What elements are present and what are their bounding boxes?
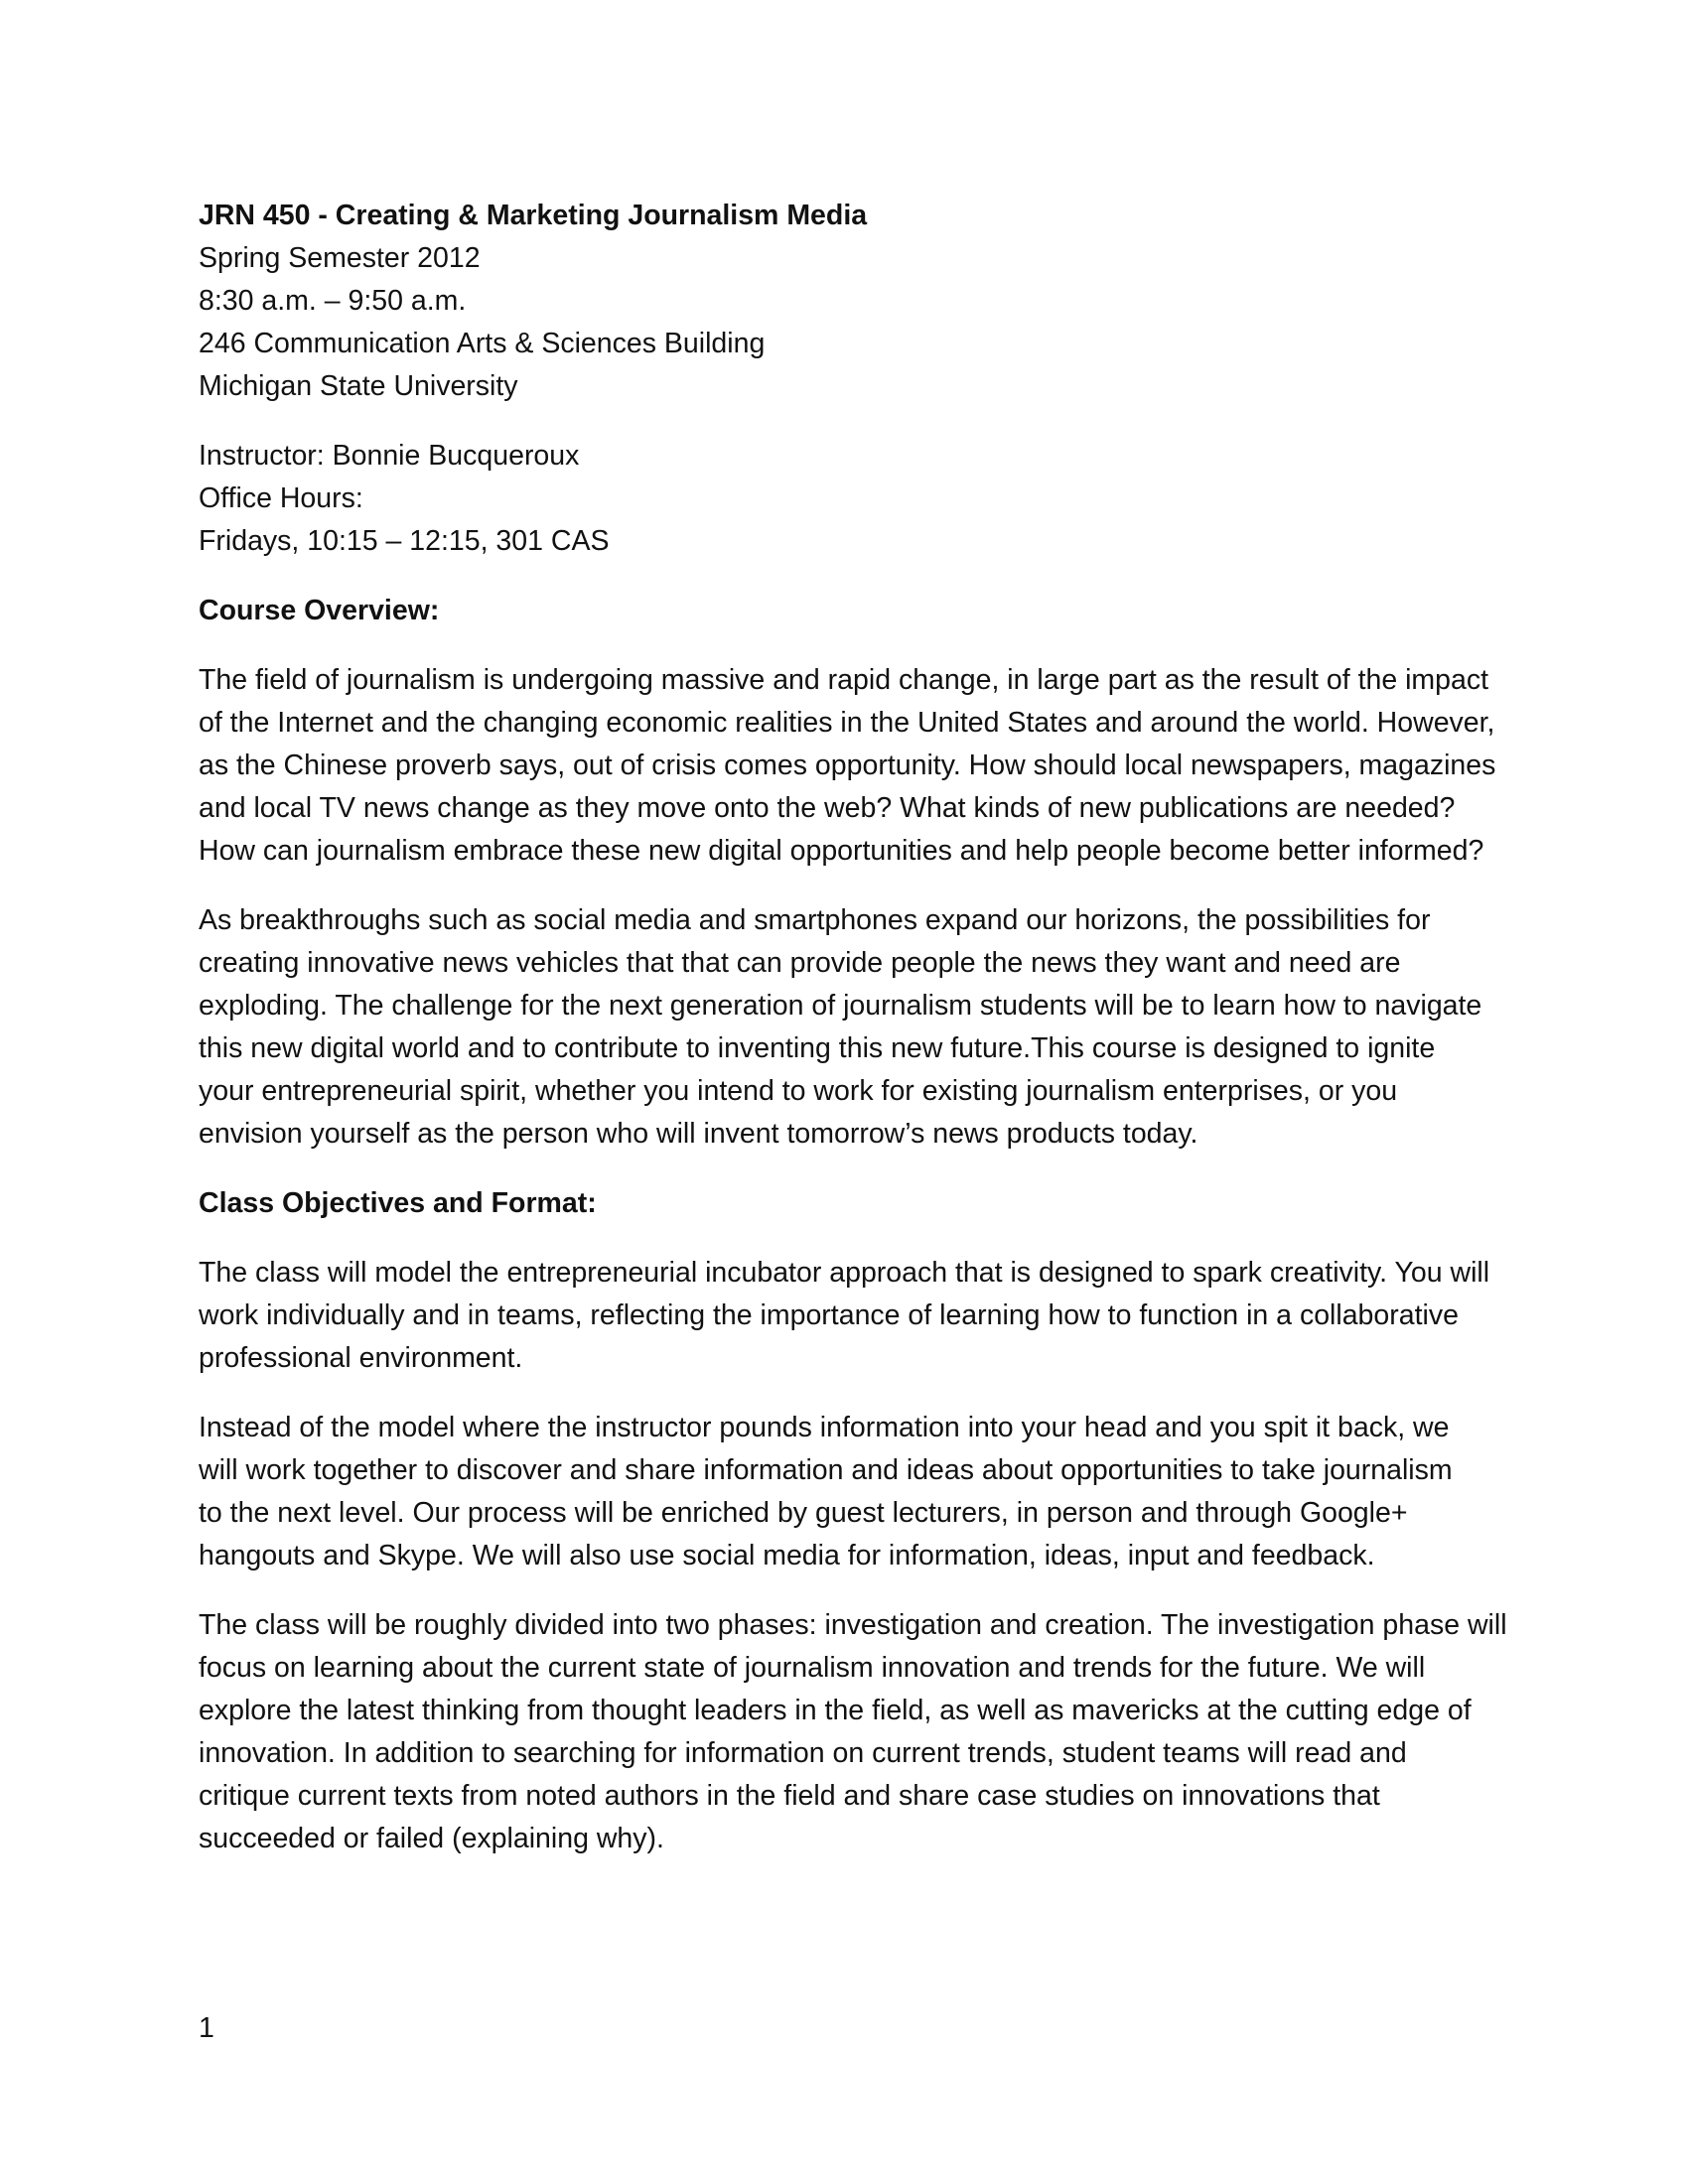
text-line: innovation. In addition to searching for information on current trends, student teams will read and (199, 1737, 1407, 1769)
university: Michigan State University (199, 370, 518, 402)
office-hours-label: Office Hours: (199, 482, 363, 514)
class-objectives-paragraph-1 (199, 1252, 1499, 1380)
class-time: 8:30 a.m. – 9:50 a.m. (199, 285, 467, 317)
semester: Spring Semester 2012 (199, 242, 481, 274)
text-line: your entrepreneurial spirit, whether you intend to work for existing journalism enterprises, or you (199, 1075, 1398, 1107)
text-line: creating innovative news vehicles that that can provide people the news they want and need are (199, 947, 1401, 979)
text-line: The class will model the entrepreneurial incubator approach that is designed to spark creativity. You will (199, 1257, 1490, 1289)
class-objectives-paragraph-2 (199, 1407, 1499, 1577)
instructor-name: Instructor: Bonnie Bucqueroux (199, 440, 580, 472)
text-line: explore the latest thinking from thought leaders in the field, as well as mavericks at the cutting edge of (199, 1695, 1472, 1726)
text-line: succeeded or failed (explaining why). (199, 1823, 664, 1854)
instructor-info (199, 435, 1499, 563)
text-line: As breakthroughs such as social media and smartphones expand our horizons, the possibilities for (199, 904, 1431, 936)
classroom: 246 Communication Arts & Sciences Building (199, 328, 766, 359)
text-line: How can journalism embrace these new digital opportunities and help people become better informed? (199, 835, 1484, 867)
text-line: focus on learning about the current state of journalism innovation and trends for the future. We will (199, 1652, 1426, 1684)
text-line: professional environment. (199, 1342, 523, 1374)
text-line: to the next level. Our process will be enriched by guest lecturers, in person and through Google+ (199, 1497, 1408, 1529)
text-line: exploding. The challenge for the next generation of journalism students will be to learn how to navigate (199, 990, 1482, 1022)
text-line: critique current texts from noted authors in the field and share case studies on innovations that (199, 1780, 1380, 1812)
text-line: as the Chinese proverb says, out of crisis comes opportunity. How should local newspapers, magazines (199, 750, 1496, 781)
text-line: hangouts and Skype. We will also use social media for information, ideas, input and feedback. (199, 1540, 1375, 1571)
text-line: Instead of the model where the instructor pounds information into your head and you spit it back, we (199, 1412, 1450, 1443)
course-title: JRN 450 - Creating & Marketing Journalism Media (199, 200, 868, 231)
class-objectives-paragraph-3 (199, 1604, 1507, 1860)
page-number: 1 (199, 2012, 214, 2044)
course-header (199, 195, 1499, 408)
course-overview-paragraph-1 (199, 659, 1499, 873)
document-page (199, 195, 1507, 1887)
text-line: this new digital world and to contribute to inventing this new future.This course is designed to ignite (199, 1032, 1436, 1064)
text-line: of the Internet and the changing economic realities in the United States and around the world. However, (199, 707, 1495, 739)
text-line: The class will be roughly divided into two phases: investigation and creation. The investigation phase will (199, 1609, 1507, 1641)
text-line: work individually and in teams, reflecting the importance of learning how to function in a collaborative (199, 1299, 1459, 1331)
course-overview-heading: Course Overview: (199, 595, 440, 626)
course-overview-paragraph-2 (199, 899, 1499, 1156)
class-objectives-heading: Class Objectives and Format: (199, 1187, 597, 1219)
office-hours-value: Fridays, 10:15 – 12:15, 301 CAS (199, 525, 610, 557)
text-line: The field of journalism is undergoing massive and rapid change, in large part as the result of the impact (199, 664, 1489, 696)
text-line: envision yourself as the person who will invent tomorrow’s news products today. (199, 1118, 1198, 1150)
text-line: and local TV news change as they move onto the web? What kinds of new publications are needed? (199, 792, 1456, 824)
text-line: will work together to discover and share information and ideas about opportunities to take journalism (199, 1454, 1453, 1486)
